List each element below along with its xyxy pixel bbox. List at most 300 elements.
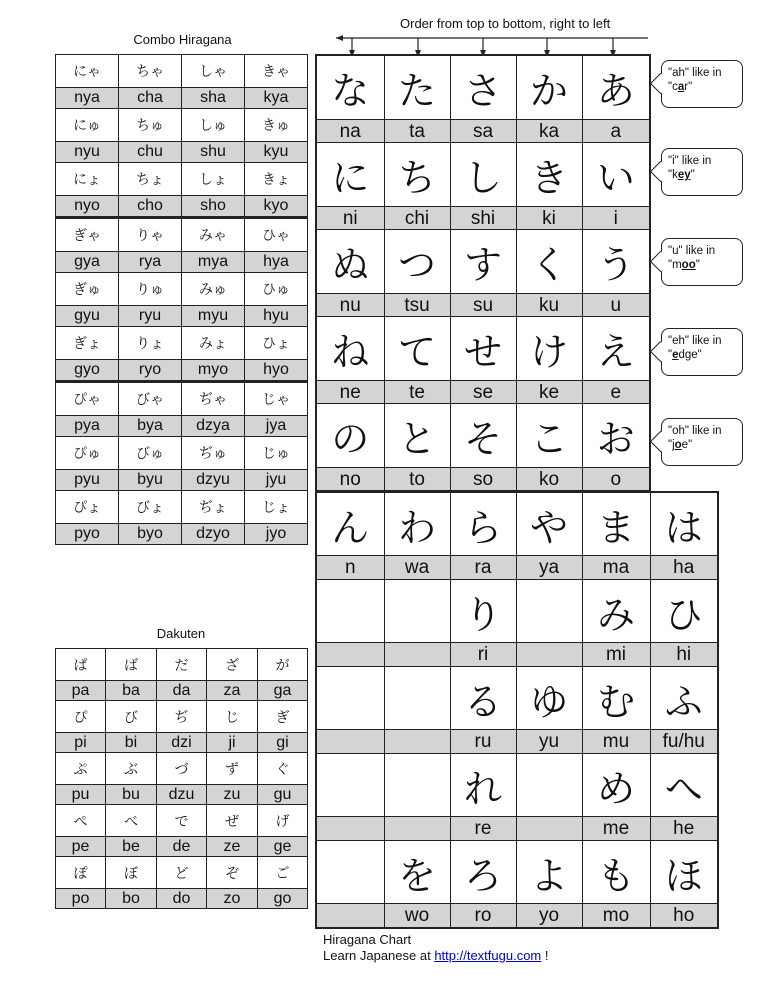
dakuten-kana-cell: ぜ [207,805,258,837]
extended-romaji-cell: wo [384,904,450,929]
extended-kana-cell: わ [384,492,450,556]
dakuten-romaji-row [56,733,308,753]
combo-romaji-cell: nyo [56,196,119,218]
combo-kana-row [56,218,308,252]
main-kana-cell: て [384,317,450,381]
dakuten-kana-cell: が [258,649,308,681]
main-kana-cell: お [582,404,650,468]
combo-romaji-cell: shu [182,142,245,163]
callout-suffix: " [695,259,700,272]
dakuten-kana-cell: べ [106,805,157,837]
combo-romaji-cell: hyo [245,360,308,382]
dakuten-kana-cell: ぴ [56,701,106,733]
main-romaji-cell: ki [516,207,582,230]
main-kana-cell: の [316,404,384,468]
main-romaji-cell: e [582,381,650,404]
combo-kana-cell: ぢゃ [182,382,245,416]
main-romaji-cell: ku [516,294,582,317]
main-kana-cell: ち [384,143,450,207]
dakuten-romaji-cell: bu [106,785,157,805]
dakuten-romaji-cell: pa [56,681,106,701]
combo-kana-cell: りゃ [119,218,182,252]
extended-kana-cell: ら [450,492,516,556]
combo-romaji-cell: gya [56,252,119,273]
extended-kana-cell [316,754,384,817]
dakuten-romaji-row [56,681,308,701]
combo-kana-cell: ぴゅ [56,437,119,470]
dakuten-kana-row [56,805,308,837]
combo-romaji-cell: cha [119,88,182,109]
main-kana-cell: く [516,230,582,294]
main-romaji-cell: ka [516,120,582,143]
order-note: Order from top to bottom, right to left [400,16,611,31]
combo-romaji-cell: pya [56,416,119,437]
footer-prefix: Learn Japanese at [323,948,435,963]
dakuten-romaji-row [56,889,308,909]
dakuten-romaji-cell: ba [106,681,157,701]
combo-kana-cell: にゅ [56,109,119,142]
combo-romaji-cell: sho [182,196,245,218]
extended-kana-cell: る [450,667,516,730]
combo-kana-cell: しゅ [182,109,245,142]
callout-emphasis: ey [677,169,691,182]
main-romaji-cell: u [582,294,650,317]
hiragana-main-table [315,54,651,492]
combo-kana-cell: ぴょ [56,491,119,524]
main-kana-cell: き [516,143,582,207]
extended-romaji-row [316,556,718,580]
combo-kana-cell: ちょ [119,163,182,196]
extended-romaji-cell [384,643,450,667]
dakuten-romaji-cell: da [157,681,207,701]
hiragana-extended-table [315,491,719,929]
extended-kana-cell: ほ [650,841,718,904]
callout-text [668,67,722,93]
dakuten-romaji-cell: ge [258,837,308,857]
extended-kana-cell: よ [516,841,582,904]
combo-kana-row [56,327,308,360]
dakuten-kana-cell: ぺ [56,805,106,837]
combo-hiragana-title: Combo Hiragana [133,32,232,47]
main-kana-cell: し [450,143,516,207]
extended-romaji-cell: ya [516,556,582,580]
extended-kana-row [316,841,718,904]
extended-kana-cell [384,667,450,730]
extended-kana-row [316,492,718,556]
main-kana-cell: と [384,404,450,468]
extended-kana-cell [316,667,384,730]
dakuten-romaji-cell: za [207,681,258,701]
dakuten-romaji-cell: ji [207,733,258,753]
extended-romaji-row [316,643,718,667]
extended-romaji-cell [384,730,450,754]
main-kana-cell: た [384,55,450,120]
combo-kana-row [56,273,308,306]
callout-prefix: "u" like in "m [668,245,716,272]
main-romaji-cell: i [582,207,650,230]
combo-romaji-cell: kya [245,88,308,109]
dakuten-kana-cell: び [106,701,157,733]
combo-romaji-cell: hya [245,252,308,273]
combo-kana-cell: ぢょ [182,491,245,524]
combo-kana-cell: りょ [119,327,182,360]
dakuten-kana-cell: ぶ [106,753,157,785]
main-kana-cell: す [450,230,516,294]
main-romaji-row [316,468,650,492]
extended-kana-cell: へ [650,754,718,817]
extended-romaji-cell: he [650,817,718,841]
main-romaji-cell: su [450,294,516,317]
combo-romaji-cell: bya [119,416,182,437]
dakuten-kana-cell: ぼ [106,857,157,889]
callout-prefix: "eh" like in " [668,335,722,362]
dakuten-kana-row [56,753,308,785]
dakuten-title: Dakuten [156,626,206,641]
extended-kana-cell: は [650,492,718,556]
dakuten-kana-row [56,701,308,733]
extended-romaji-cell: n [316,556,384,580]
dakuten-romaji-cell: zo [207,889,258,909]
dakuten-romaji-cell: de [157,837,207,857]
dakuten-kana-cell: で [157,805,207,837]
combo-romaji-cell: byu [119,470,182,491]
callout-prefix: "i" like in "k [668,155,712,182]
combo-romaji-cell: ryu [119,306,182,327]
extended-kana-cell [516,580,582,643]
callout-emphasis: a [677,81,685,94]
main-romaji-cell: nu [316,294,384,317]
main-kana-row [316,55,650,120]
main-romaji-cell: a [582,120,650,143]
combo-kana-cell: ちゅ [119,109,182,142]
extended-romaji-cell: hi [650,643,718,667]
combo-romaji-cell: kyo [245,196,308,218]
callout-suffix: r" [684,81,693,94]
main-romaji-cell: ni [316,207,384,230]
dakuten-romaji-cell: bo [106,889,157,909]
extended-romaji-cell [384,817,450,841]
callout-text [668,245,715,271]
combo-romaji-row [56,360,308,382]
combo-romaji-cell: nya [56,88,119,109]
extended-romaji-cell: yu [516,730,582,754]
pronunciation-callout [661,328,743,376]
extended-romaji-cell: yo [516,904,582,929]
combo-kana-cell: ぎゃ [56,218,119,252]
extended-romaji-cell: ra [450,556,516,580]
combo-kana-cell: きゃ [245,55,308,88]
extended-kana-cell: ろ [450,841,516,904]
combo-kana-row [56,163,308,196]
dakuten-romaji-cell: be [106,837,157,857]
combo-romaji-row [56,88,308,109]
callout-prefix: "ah" like in "c [668,67,722,94]
footer-credit [323,948,549,964]
extended-romaji-row [316,817,718,841]
main-kana-cell: せ [450,317,516,381]
combo-romaji-cell: mya [182,252,245,273]
dakuten-romaji-cell: gi [258,733,308,753]
main-romaji-cell: no [316,468,384,492]
combo-kana-cell: ちゃ [119,55,182,88]
combo-romaji-cell: ryo [119,360,182,382]
extended-kana-cell: も [582,841,650,904]
dakuten-kana-cell: ば [106,649,157,681]
extended-romaji-cell [516,817,582,841]
extended-kana-cell: ふ [650,667,718,730]
footer [323,932,549,964]
main-kana-cell: ぬ [316,230,384,294]
extended-kana-cell [384,754,450,817]
extended-romaji-cell: mu [582,730,650,754]
main-romaji-cell: ne [316,381,384,404]
callout-suffix: " [690,169,695,182]
dakuten-kana-cell: げ [258,805,308,837]
callout-emphasis: oo [681,259,696,272]
combo-kana-cell: びょ [119,491,182,524]
main-kana-cell: け [516,317,582,381]
extended-romaji-cell: ru [450,730,516,754]
dakuten-romaji-cell: pu [56,785,106,805]
pronunciation-callout [661,148,743,196]
combo-kana-cell: ひゃ [245,218,308,252]
dakuten-kana-row [56,649,308,681]
combo-romaji-cell: myo [182,360,245,382]
dakuten-romaji-row [56,837,308,857]
main-kana-cell: な [316,55,384,120]
main-kana-cell: あ [582,55,650,120]
combo-kana-cell: きょ [245,163,308,196]
extended-romaji-cell [316,643,384,667]
combo-romaji-cell: rya [119,252,182,273]
combo-kana-cell: ひゅ [245,273,308,306]
extended-romaji-cell [316,730,384,754]
footer-title: Hiragana Chart [323,932,412,947]
extended-romaji-cell: fu/hu [650,730,718,754]
extended-kana-cell: ゆ [516,667,582,730]
combo-romaji-row [56,306,308,327]
main-romaji-cell: tsu [384,294,450,317]
combo-romaji-row [56,252,308,273]
dakuten-romaji-row [56,785,308,805]
combo-romaji-cell: pyo [56,524,119,545]
callout-suffix: dge" [678,349,702,362]
combo-hiragana-table [55,54,308,545]
main-kana-row [316,404,650,468]
extended-romaji-cell: mi [582,643,650,667]
main-romaji-row [316,381,650,404]
extended-romaji-cell: me [582,817,650,841]
combo-kana-cell: じゃ [245,382,308,416]
main-romaji-cell: ta [384,120,450,143]
main-kana-cell: こ [516,404,582,468]
combo-romaji-cell: kyu [245,142,308,163]
combo-romaji-cell: myu [182,306,245,327]
callout-prefix: "oh" like in "j [668,425,722,452]
combo-kana-row [56,55,308,88]
callout-text [668,425,722,451]
combo-kana-cell: じょ [245,491,308,524]
combo-kana-cell: ぴゃ [56,382,119,416]
extended-kana-row [316,754,718,817]
combo-kana-cell: ぎょ [56,327,119,360]
extended-romaji-cell: mo [582,904,650,929]
main-kana-row [316,230,650,294]
callout-emphasis: o [674,439,682,452]
extended-kana-row [316,667,718,730]
dakuten-kana-row [56,857,308,889]
dakuten-romaji-cell: ze [207,837,258,857]
dakuten-romaji-cell: dzi [157,733,207,753]
combo-kana-cell: みょ [182,327,245,360]
dakuten-kana-cell: ご [258,857,308,889]
extended-kana-cell: め [582,754,650,817]
extended-romaji-cell: ho [650,904,718,929]
dakuten-romaji-cell: ga [258,681,308,701]
main-romaji-cell: to [384,468,450,492]
dakuten-kana-cell: ど [157,857,207,889]
combo-kana-cell: ひょ [245,327,308,360]
main-kana-cell: か [516,55,582,120]
dakuten-romaji-cell: po [56,889,106,909]
combo-romaji-cell: byo [119,524,182,545]
extended-kana-cell: り [450,580,516,643]
combo-romaji-cell: dzya [182,416,245,437]
combo-romaji-row [56,196,308,218]
combo-romaji-cell: jyu [245,470,308,491]
textfugu-link[interactable]: http://textfugu.com [434,948,542,963]
main-romaji-cell: ko [516,468,582,492]
combo-kana-row [56,437,308,470]
extended-kana-cell: や [516,492,582,556]
extended-romaji-cell: ha [650,556,718,580]
main-kana-cell: さ [450,55,516,120]
combo-kana-cell: きゅ [245,109,308,142]
combo-kana-cell: にょ [56,163,119,196]
combo-kana-row [56,382,308,416]
dakuten-kana-cell: ざ [207,649,258,681]
main-romaji-cell: sa [450,120,516,143]
main-romaji-cell: te [384,381,450,404]
dakuten-kana-cell: ず [207,753,258,785]
dakuten-romaji-cell: pi [56,733,106,753]
footer-suffix: ! [541,948,549,963]
combo-romaji-cell: cho [119,196,182,218]
main-romaji-cell: shi [450,207,516,230]
dakuten-kana-cell: ぐ [258,753,308,785]
main-kana-row [316,143,650,207]
combo-romaji-cell: gyu [56,306,119,327]
callout-text [668,155,711,181]
main-romaji-row [316,294,650,317]
extended-kana-cell [316,580,384,643]
combo-kana-cell: にゃ [56,55,119,88]
extended-romaji-cell [516,643,582,667]
pronunciation-callout [661,60,743,108]
main-romaji-cell: o [582,468,650,492]
main-kana-cell: う [582,230,650,294]
combo-kana-cell: ぢゅ [182,437,245,470]
extended-kana-cell: ひ [650,580,718,643]
main-kana-cell: ね [316,317,384,381]
callout-text [668,335,722,361]
main-romaji-cell: na [316,120,384,143]
extended-kana-cell: み [582,580,650,643]
extended-kana-row [316,580,718,643]
extended-kana-cell [384,580,450,643]
extended-kana-cell: れ [450,754,516,817]
extended-romaji-cell: ma [582,556,650,580]
combo-romaji-row [56,470,308,491]
main-kana-cell: そ [450,404,516,468]
combo-romaji-cell: pyu [56,470,119,491]
dakuten-kana-cell: ぱ [56,649,106,681]
combo-kana-cell: しょ [182,163,245,196]
extended-kana-cell: ん [316,492,384,556]
callout-suffix: e" [681,439,693,452]
combo-kana-cell: びゃ [119,382,182,416]
dakuten-romaji-cell: dzu [157,785,207,805]
combo-kana-cell: みゅ [182,273,245,306]
pronunciation-callout [661,418,743,466]
combo-romaji-cell: hyu [245,306,308,327]
extended-romaji-cell: ri [450,643,516,667]
combo-kana-row [56,109,308,142]
main-romaji-row [316,120,650,143]
extended-romaji-cell: ro [450,904,516,929]
combo-romaji-cell: jyo [245,524,308,545]
pronunciation-callout [661,238,743,286]
main-kana-cell: に [316,143,384,207]
combo-romaji-cell: jya [245,416,308,437]
combo-romaji-cell: dzyu [182,470,245,491]
main-romaji-cell: ke [516,381,582,404]
combo-romaji-cell: dzyo [182,524,245,545]
dakuten-kana-cell: じ [207,701,258,733]
combo-romaji-row [56,416,308,437]
dakuten-kana-cell: づ [157,753,207,785]
extended-kana-cell [516,754,582,817]
main-romaji-cell: chi [384,207,450,230]
combo-kana-row [56,491,308,524]
dakuten-kana-cell: だ [157,649,207,681]
main-kana-cell: い [582,143,650,207]
extended-kana-cell: ま [582,492,650,556]
combo-romaji-cell: gyo [56,360,119,382]
extended-romaji-row [316,730,718,754]
dakuten-romaji-cell: bi [106,733,157,753]
combo-romaji-cell: nyu [56,142,119,163]
extended-romaji-cell: wa [384,556,450,580]
dakuten-romaji-cell: zu [207,785,258,805]
dakuten-romaji-cell: go [258,889,308,909]
combo-kana-cell: しゃ [182,55,245,88]
combo-romaji-cell: chu [119,142,182,163]
combo-kana-cell: じゅ [245,437,308,470]
combo-kana-cell: りゅ [119,273,182,306]
extended-romaji-cell [316,817,384,841]
main-romaji-row [316,207,650,230]
extended-kana-cell: む [582,667,650,730]
main-kana-cell: つ [384,230,450,294]
combo-kana-cell: ぎゅ [56,273,119,306]
main-romaji-cell: so [450,468,516,492]
callout-emphasis: e [672,349,679,362]
dakuten-table [55,648,308,909]
extended-romaji-cell: re [450,817,516,841]
extended-kana-cell [316,841,384,904]
combo-romaji-row [56,142,308,163]
